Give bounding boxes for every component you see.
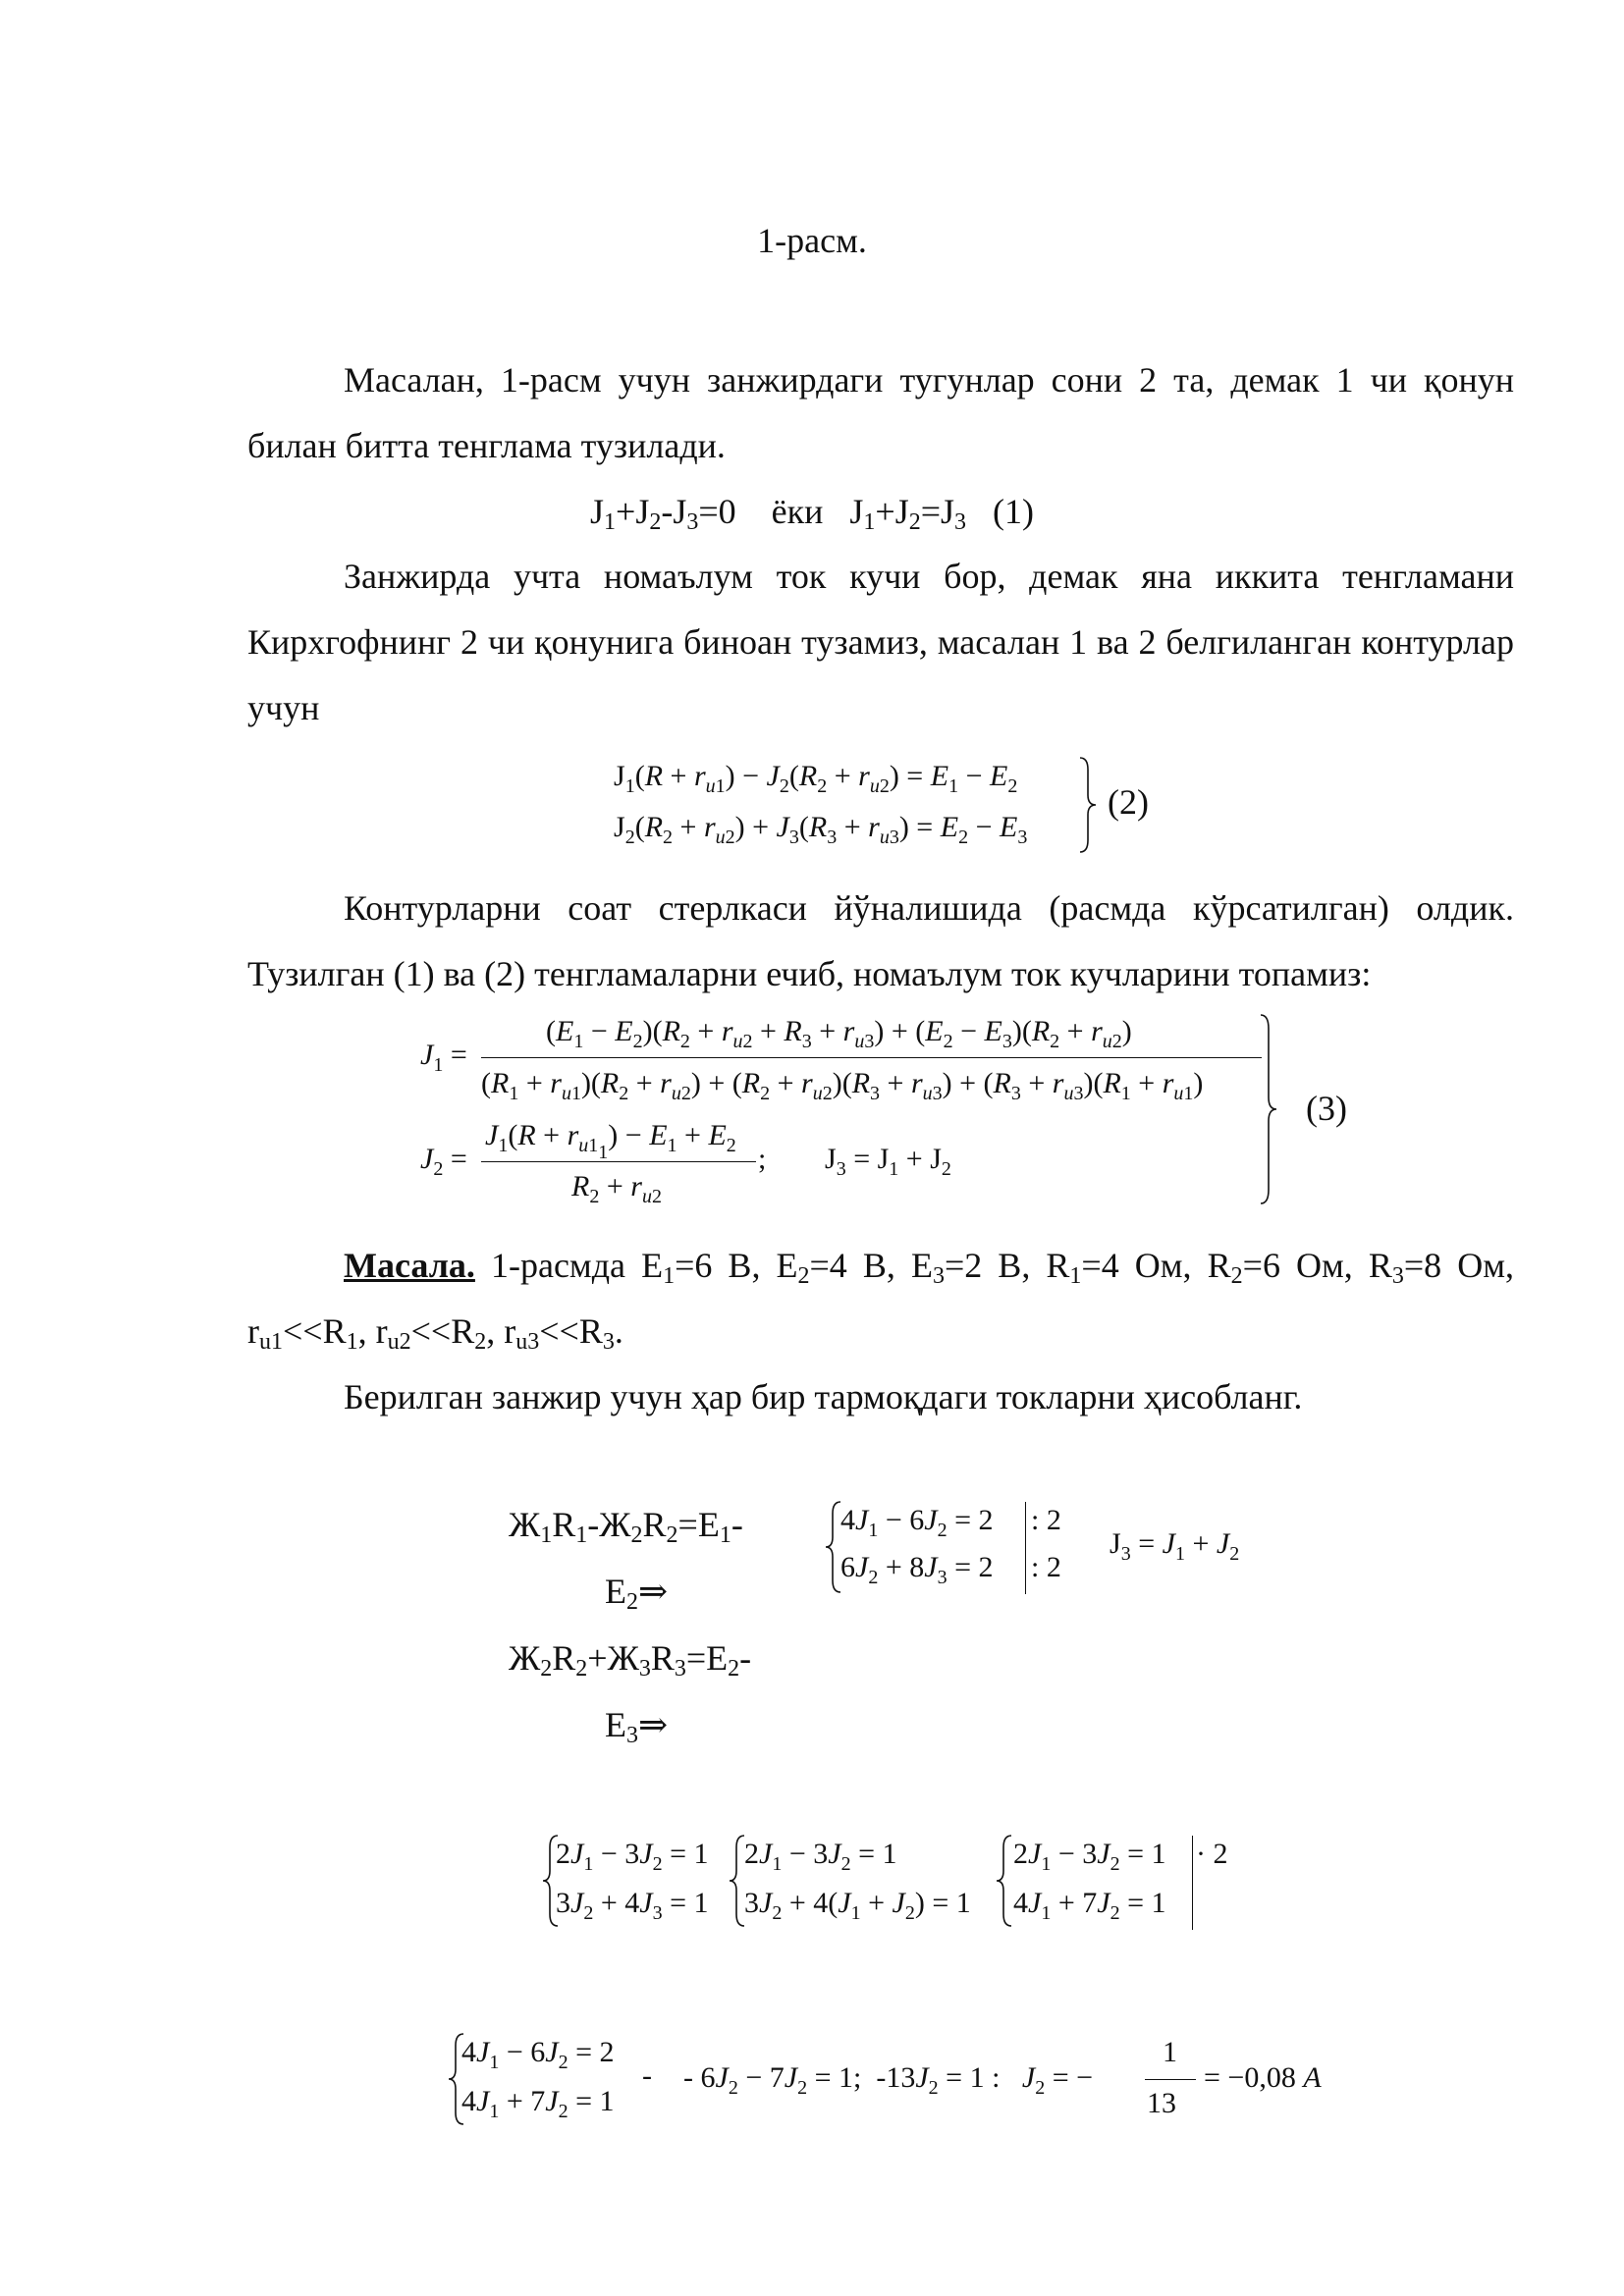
j1-fraction-bar [481, 1057, 1262, 1058]
paragraph-intro: Масалан, 1-расм учун занжирдаги тугунлар сони 2 та, демак 1 чи қонун билан битта тенглама тузилади. [247, 360, 1514, 465]
j3-sum: $J_3 = J_1 + J_2$ [825, 1143, 951, 1180]
j1-label: $J_1$ = [420, 1039, 467, 1076]
paragraph-contours: Контурларни соат стерлкаси йўналишида (расмда кўрсатилган) олдик. Тузилган (1) ва (2) тенгламаларни ечиб, номаълум ток кучларини топамиз: [247, 888, 1514, 993]
system-a-div2: : 2 [1031, 1551, 1061, 1583]
system-c-eq1: $2J_1 - 3J_2 = 1$ [744, 1838, 897, 1875]
figure-caption: 1-расм. [757, 221, 867, 260]
system-b-eq2: $3J_2 + 4J_3 = 1$ [556, 1887, 709, 1924]
right-brace-icon [1259, 1013, 1278, 1205]
j2-denominator: $R_2 + r_{u2}$ [571, 1170, 662, 1207]
final-result: = −0,08 A [1204, 2061, 1322, 2094]
final-derivation: - $6J_2 - 7J_2 = 1$; $-13J_2 = 1$ : $J_2$ = − [683, 2061, 1094, 2099]
subtract-sign: - [642, 2059, 652, 2092]
j2-numerator: $J_1(R + r_{u1_1}) - E_1 + E_2$ [485, 1119, 736, 1163]
left-brace-icon [996, 1834, 1013, 1928]
problem-heading: Масала. [344, 1246, 475, 1285]
j3-relation: $J_3 = J_1 + J_2$ [1110, 1527, 1240, 1565]
task-sentence: Берилган занжир учун ҳар бир тармоқдаги токларни ҳисобланг. [344, 1377, 1303, 1416]
work-line-4: $E_3\Rightarrow$ [605, 1705, 669, 1748]
equation-3-label: (3) [1306, 1089, 1347, 1128]
system-d-eq1: $2J_1 - 3J_2 = 1$ [1013, 1838, 1166, 1875]
equation-2a: $J_1(R + r_{u1}) - J_2(R_2 + r_{u2}) = E_1 - E_2$ [614, 760, 1018, 797]
system-d-multiplier: · 2 [1196, 1838, 1228, 1870]
system-c-eq2: $3J_2 + 4(J_1 + J_2) = 1$ [744, 1887, 971, 1924]
j1-numerator: $(E_1 - E_2)(R_2 + r_{u2} + R_3 + r_{u3}) + (E_2 - E_3)(R_2 + r_{u2})$ [546, 1015, 1132, 1052]
j2-fraction-bar [481, 1161, 756, 1162]
equation-2-label: (2) [1108, 782, 1149, 822]
work-line-3: $Ж_2R_2+Ж_3R_3=E_2-$ [509, 1638, 752, 1682]
fraction-bar [1145, 2079, 1196, 2080]
fraction-numerator: 1 [1163, 2036, 1177, 2068]
system-a-div1: : 2 [1031, 1504, 1061, 1536]
paragraph-kirchhoff: Занжирда учта номаълум ток кучи бор, демак яна иккита тенгламани Кирхгофнинг 2 чи қонунига биноан тузамиз, масалан 1 ва 2 белгиланган контурлар учун [247, 557, 1514, 727]
system-e-eq1: $4J_1 - 6J_2 = 2$ [461, 2036, 615, 2073]
j2-label: $J_2$ = [420, 1143, 467, 1180]
fraction-denominator: 13 [1147, 2087, 1176, 2119]
work-line-1: $Ж_1R_1-Ж_2R_2=E_1-$ [509, 1505, 743, 1548]
j2-semicolon: ; [758, 1143, 767, 1175]
equation-2b: $J_2(R_2 + r_{u2}) + J_3(R_3 + r_{u3}) = E_2 - E_3$ [614, 811, 1028, 848]
system-a-eq1: $4J_1 - 6J_2 = 2$ [840, 1504, 994, 1541]
system-b-eq1: $2J_1 - 3J_2 = 1$ [556, 1838, 709, 1875]
system-d-eq2: $4J_1 + 7J_2 = 1$ [1013, 1887, 1166, 1924]
right-brace-icon [1078, 756, 1098, 854]
equation-1: $J_1+J_2-J_3=0$ ёки $J_1+J_2=J_3$ (1) [590, 492, 1034, 535]
divider-line [1025, 1502, 1026, 1594]
divider-line [1192, 1836, 1193, 1930]
j1-denominator: $(R_1 + r_{u1})(R_2 + r_{u2}) + (R_2 + r_{u2})(R_3 + r_{u3}) + (R_3 + r_{u3})(R_1 + r_{u1})$ [481, 1067, 1204, 1104]
work-line-2: $E_2\Rightarrow$ [605, 1572, 669, 1615]
system-a-eq2: $6J_2 + 8J_3 = 2$ [840, 1551, 994, 1588]
system-e-eq2: $4J_1 + 7J_2 = 1$ [461, 2085, 615, 2122]
problem-statement: Масала. 1-расмда $Е_1=6$ В, $Е_2=4$ В, $Е_3=2$ В, $R_1=4$ Ом, $R_2=6$ Ом, $R_3=8$ Ом, $r_{u1}<<R_1$, $r_{u2}<<R_2$, $r_{u3}<<R_3$. [247, 1246, 1515, 1355]
